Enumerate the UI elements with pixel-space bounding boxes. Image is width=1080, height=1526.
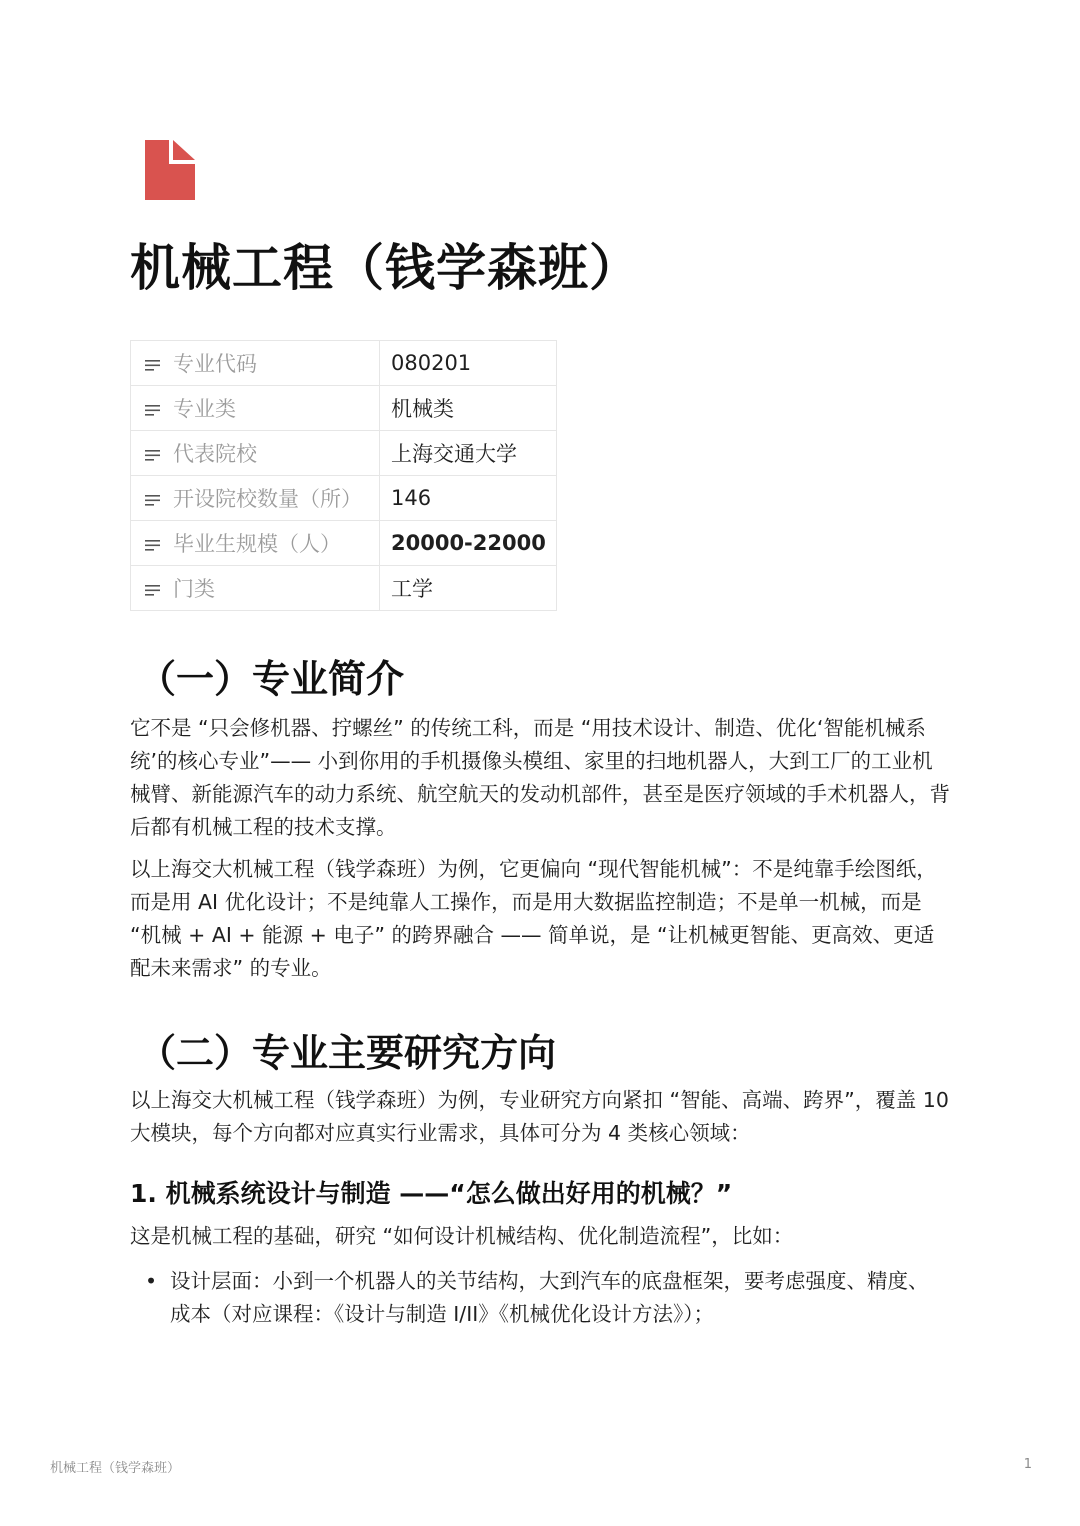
page-title: 机械工程（钱学森班）: [130, 239, 640, 297]
list-item: [145, 1265, 945, 1331]
property-value: 上海交通大学: [380, 431, 557, 476]
text-lines-icon: [145, 493, 161, 507]
subheading-design-manufacture: 1. 机械系统设计与制造 ——“怎么做出好用的机械？”: [130, 1179, 733, 1208]
property-key-cell: [131, 431, 380, 476]
footer-title: 机械工程（钱学森班）: [50, 1461, 181, 1476]
text-lines-icon: [145, 448, 161, 462]
property-key-cell: [131, 476, 380, 521]
document-icon: [145, 140, 195, 200]
property-row: [131, 341, 557, 386]
property-key-cell: [131, 386, 380, 431]
property-value: 080201: [380, 341, 557, 386]
property-value: 20000-22000: [380, 521, 557, 566]
property-row: [131, 476, 557, 521]
text-lines-icon: [145, 358, 161, 372]
text-lines-icon: [145, 538, 161, 552]
section-heading-intro: （一）专业简介: [138, 657, 405, 701]
property-key-cell: [131, 341, 380, 386]
property-key: 专业类: [173, 397, 236, 421]
text-lines-icon: [145, 403, 161, 417]
design-intro-paragraph: 这是机械工程的基础，研究 “如何设计机械结构、优化制造流程”，比如：: [130, 1224, 794, 1248]
property-value: 工学: [380, 566, 557, 611]
property-key: 代表院校: [173, 442, 257, 466]
list-item-text: 设计层面：小到一个机器人的关节结构，大到汽车的底盘框架，要考虑强度、精度、成本（对应课程：《设计与制造 I/II》《机械优化设计方法》）；: [170, 1269, 929, 1326]
property-key-cell: [131, 566, 380, 611]
intro-paragraph-2: 以上海交大机械工程（钱学森班）为例，它更偏向 “现代智能机械”：不是纯靠手绘图纸，而是用 AI 优化设计；不是纯靠人工操作，而是用大数据监控制造；不是单一机械，而是 “机械 + AI + 能源 + 电子” 的跨界融合 —— 简单说，是 “让机械更智能、更高效、更适配未来需求” 的专业。: [130, 857, 937, 980]
property-value: 机械类: [380, 386, 557, 431]
property-key: 开设院校数量（所）: [173, 487, 362, 511]
bullet-dot: •: [145, 1269, 158, 1293]
page-number: 1: [1023, 1457, 1032, 1472]
property-row: [131, 566, 557, 611]
property-key: 专业代码: [173, 352, 257, 376]
property-row: [131, 386, 557, 431]
intro-paragraph-1: 它不是 “只会修机器、拧螺丝” 的传统工科，而是 “用技术设计、制造、优化‘智能机械系统’的核心专业”—— 小到你用的手机摄像头模组、家里的扫地机器人，大到工厂的工业机械臂、新能源汽车的动力系统、航空航天的发动机部件，甚至是医疗领域的手术机器人，背后都有机械工程的技术支撑。: [130, 716, 950, 839]
property-key: 门类: [173, 577, 215, 601]
property-key-cell: [131, 521, 380, 566]
property-row: [131, 431, 557, 476]
property-value: 146: [380, 476, 557, 521]
property-key: 毕业生规模（人）: [173, 532, 341, 556]
properties-table: [130, 340, 557, 611]
section-heading-research: （二）专业主要研究方向: [138, 1031, 557, 1075]
research-paragraph: 以上海交大机械工程（钱学森班）为例，专业研究方向紧扣 “智能、高端、跨界”，覆盖 10 大模块，每个方向都对应真实行业需求，具体可分为 4 类核心领域：: [130, 1088, 949, 1145]
property-row: [131, 521, 557, 566]
text-lines-icon: [145, 583, 161, 597]
